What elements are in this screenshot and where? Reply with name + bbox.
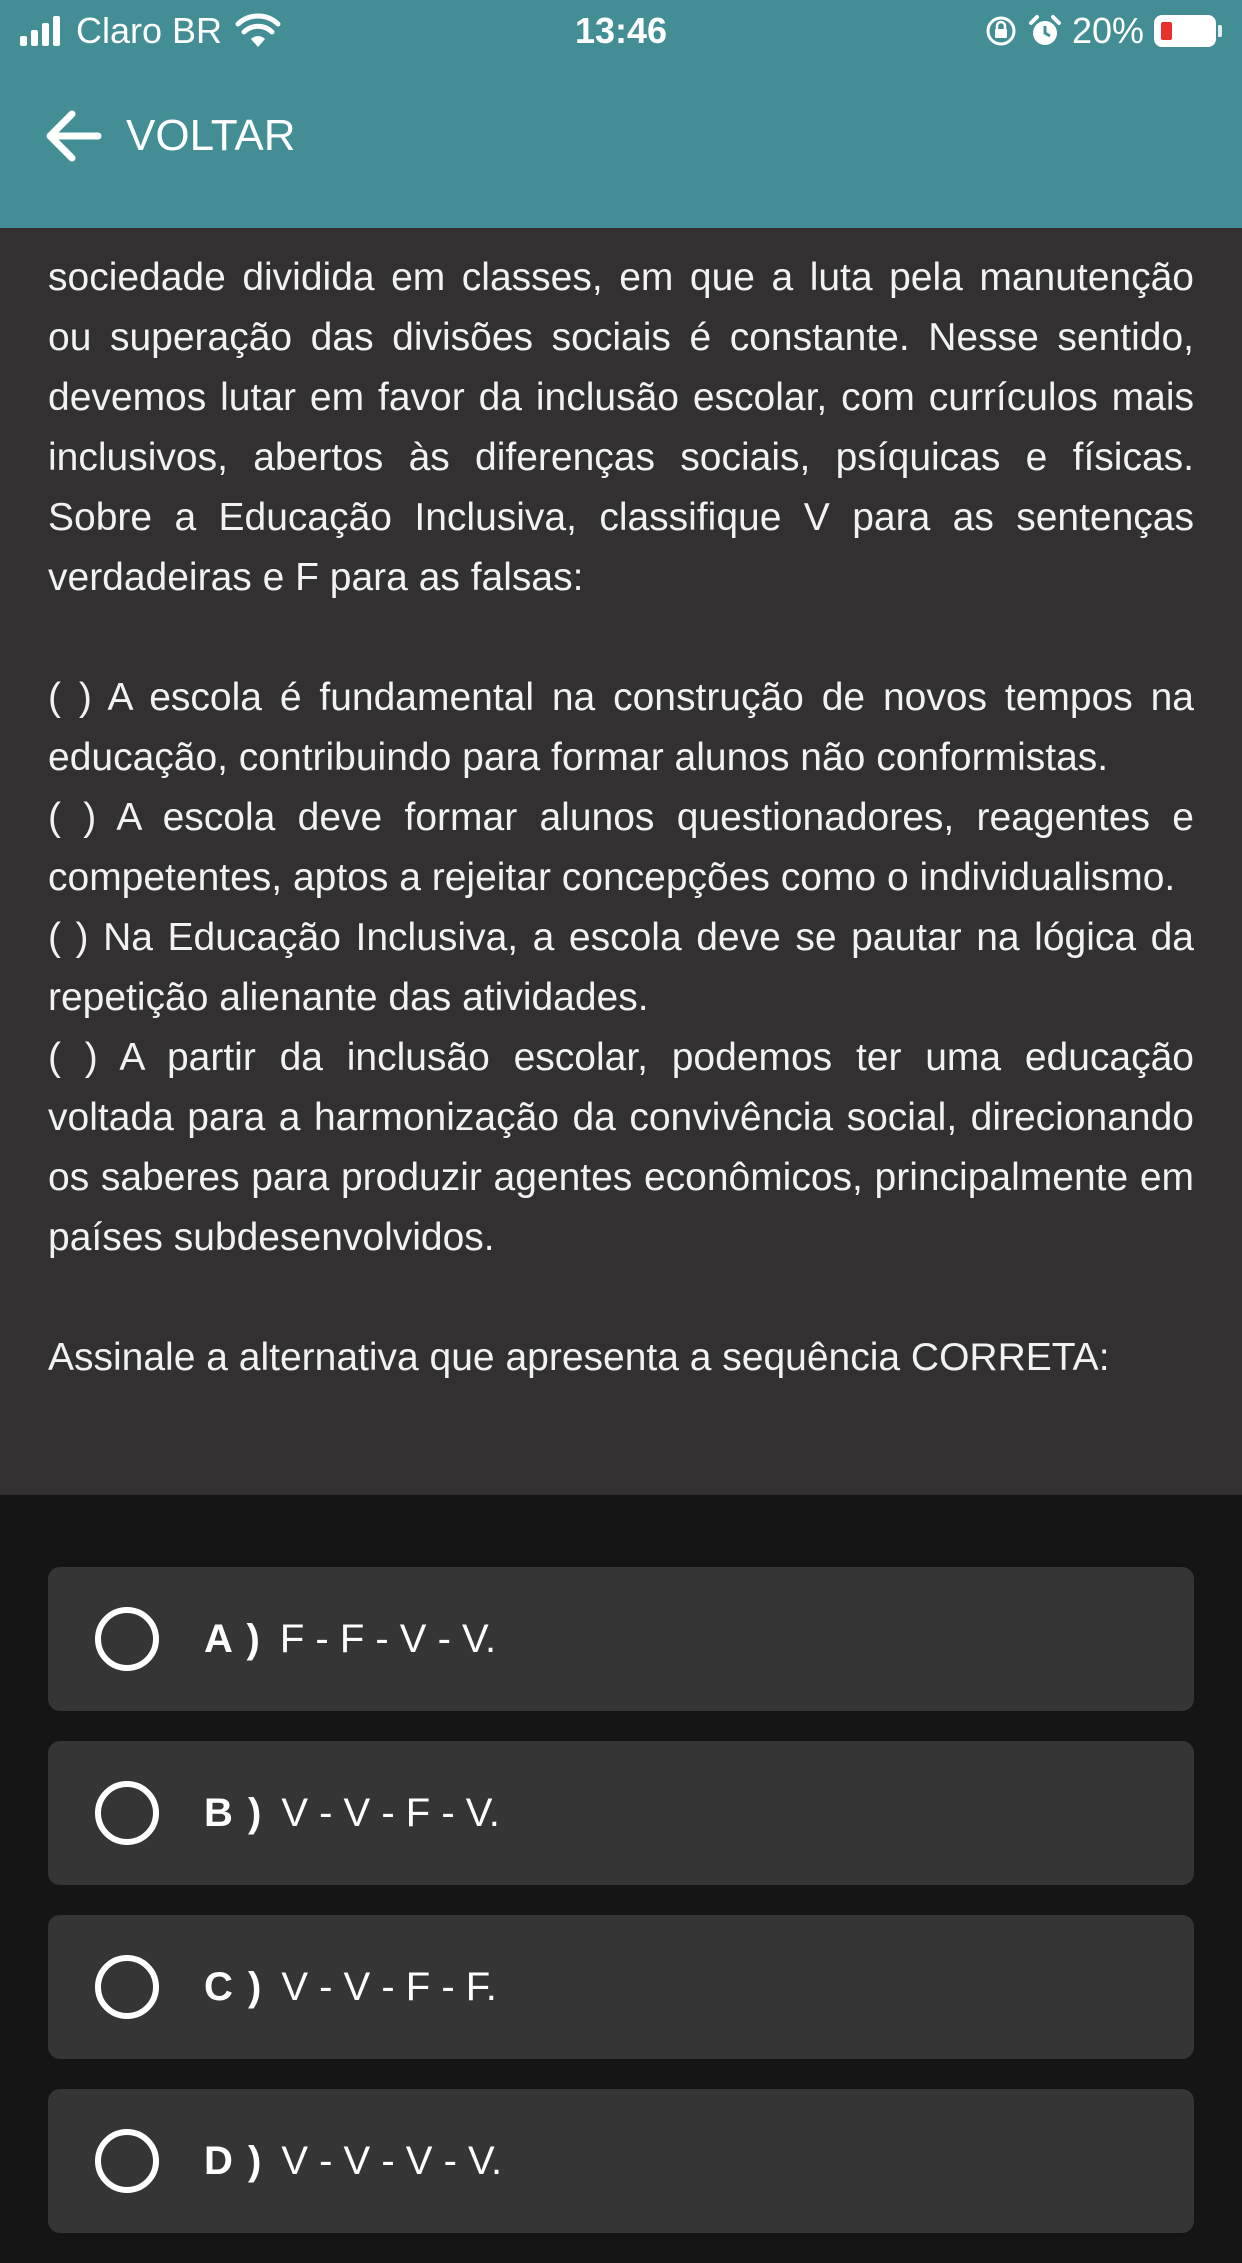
statement-4: ( ) A partir da inclusão escolar, podemos ter uma educação voltada para a harmonização da convivência social, direcionando os saberes para produzir agentes econômicos, principalmente em países subdesenvolvidos. bbox=[48, 1036, 1194, 1259]
option-text: F - F - V - V. bbox=[279, 1616, 497, 1661]
option-text: V - V - V - V. bbox=[281, 2138, 503, 2183]
status-bar bbox=[0, 0, 1242, 64]
radio-button-icon[interactable] bbox=[95, 1955, 159, 2019]
orientation-lock-icon bbox=[984, 14, 1018, 48]
statement-2: ( ) A escola deve formar alunos questionadores, reagentes e competentes, aptos a rejeitar concepções como o individualismo. bbox=[48, 796, 1194, 899]
option-b[interactable] bbox=[48, 1741, 1194, 1885]
option-d[interactable] bbox=[48, 2089, 1194, 2233]
alarm-icon bbox=[1028, 14, 1062, 48]
statement-1: ( ) A escola é fundamental na construção de novos tempos na educação, contribuindo para formar alunos não conformistas. bbox=[48, 676, 1194, 779]
option-c[interactable] bbox=[48, 1915, 1194, 2059]
radio-button-icon[interactable] bbox=[95, 1607, 159, 1671]
option-letter: D ) bbox=[204, 2138, 264, 2183]
radio-button-icon[interactable] bbox=[95, 2129, 159, 2193]
option-letter: B ) bbox=[204, 1790, 264, 1835]
arrow-left-icon bbox=[44, 108, 102, 164]
statement-3: ( ) Na Educação Inclusiva, a escola deve se pautar na lógica da repetição alienante das atividades. bbox=[48, 916, 1194, 1019]
battery-percent: 20% bbox=[1071, 10, 1144, 51]
option-letter: C ) bbox=[204, 1964, 264, 2009]
answer-options bbox=[48, 1567, 1194, 2263]
status-time: 13:46 bbox=[574, 10, 668, 51]
battery-icon bbox=[1154, 15, 1216, 47]
question-panel bbox=[0, 180, 1242, 1495]
question-intro: sociedade dividida em classes, em que a luta pela manutenção ou superação das divisões sociais é constante. Nesse sentido, devemos lutar em favor da inclusão escolar, com currículos mais inclusivos, abertos às diferenças sociais, psíquicas e físicas. Sobre a Educação Inclusiva, classifique V para as sentenças verdadeiras e F para as falsas: bbox=[48, 256, 1194, 599]
navigation-bar bbox=[0, 84, 1242, 204]
option-text: V - V - F - F. bbox=[281, 1964, 497, 2009]
back-label: VOLTAR bbox=[126, 111, 296, 160]
option-letter: A ) bbox=[204, 1616, 262, 1661]
carrier-name: Claro BR bbox=[76, 10, 223, 51]
question-body bbox=[48, 248, 1194, 1388]
option-a[interactable] bbox=[48, 1567, 1194, 1711]
back-button[interactable] bbox=[44, 108, 296, 164]
question-prompt: Assinale a alternativa que apresenta a sequência CORRETA: bbox=[48, 1336, 1110, 1379]
app-header bbox=[0, 0, 1242, 228]
radio-button-icon[interactable] bbox=[95, 1781, 159, 1845]
option-text: V - V - F - V. bbox=[281, 1790, 500, 1835]
